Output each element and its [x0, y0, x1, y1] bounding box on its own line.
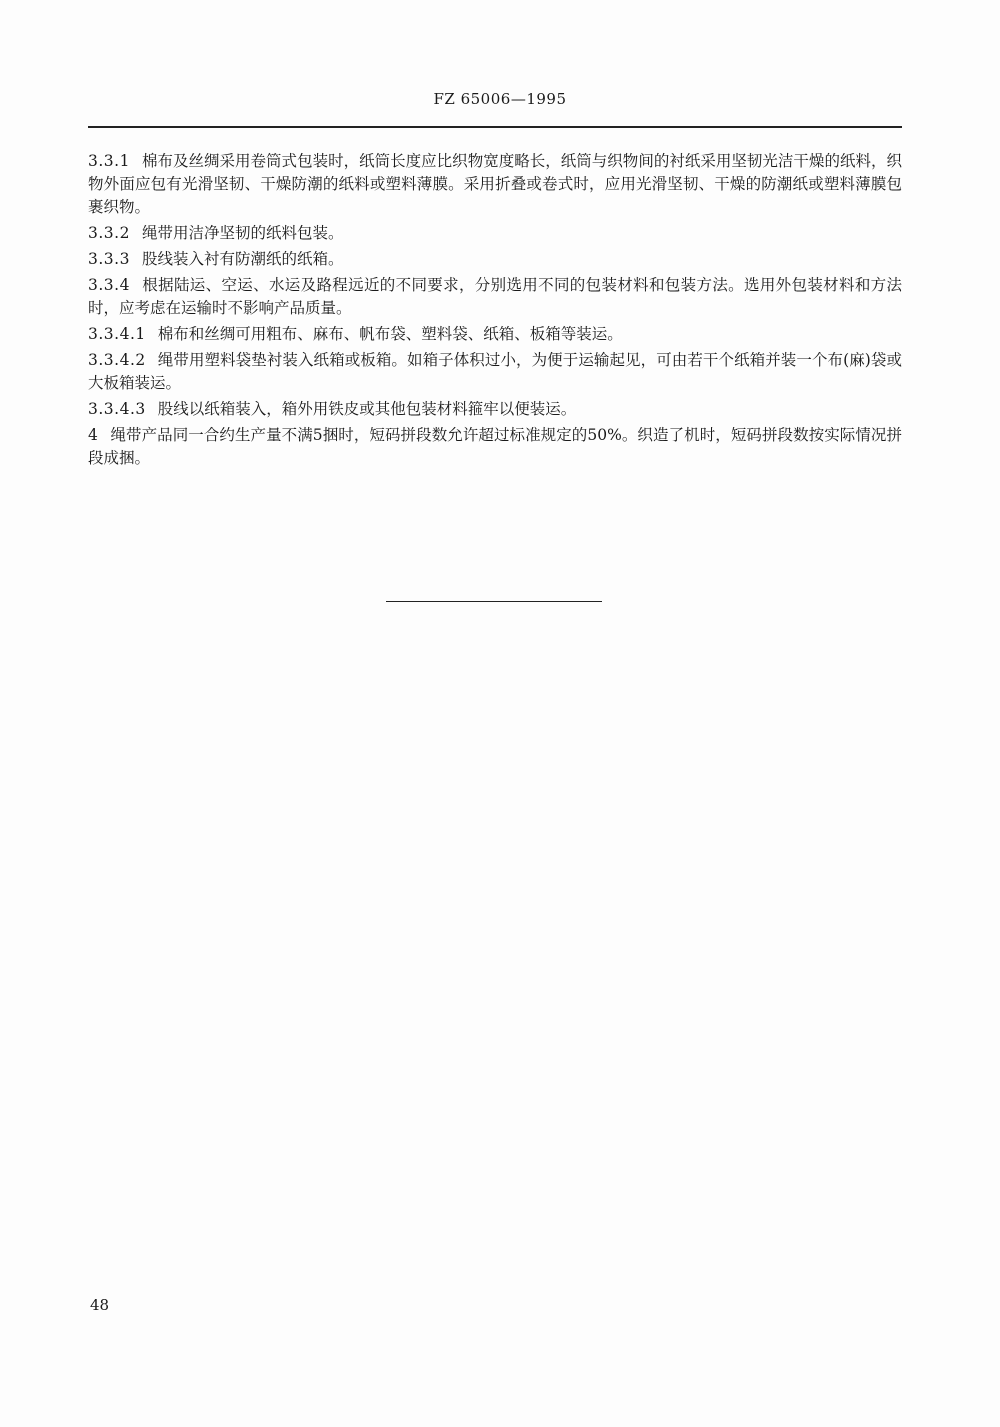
section-text: 绳带用洁净坚韧的纸料包装。	[141, 224, 344, 242]
document-body	[88, 150, 902, 473]
section-3-3-4-1	[88, 323, 902, 346]
header-rule	[88, 126, 902, 128]
section-text: 根据陆运、空运、水运及路程远近的不同要求，分别选用不同的包装材料和包装方法。选用外包装材料和方法时，应考虑在运输时不影响产品质量。	[88, 276, 902, 317]
section-4	[88, 424, 902, 470]
section-3-3-1	[88, 150, 902, 219]
section-3-3-4-2	[88, 349, 902, 395]
section-text: 股线装入衬有防潮纸的纸箱。	[141, 250, 344, 268]
section-number: 3.3.4.2	[88, 351, 146, 369]
section-number: 3.3.1	[88, 152, 130, 170]
section-number: 3.3.4.3	[88, 400, 146, 418]
section-3-3-4-3	[88, 398, 902, 421]
end-of-document-rule	[386, 601, 602, 602]
section-3-3-4	[88, 274, 902, 320]
section-text: 绳带产品同一合约生产量不满5捆时，短码拼段数允许超过标准规定的50%。织造了机时，短码拼段数按实际情况拼段成捆。	[88, 426, 902, 467]
section-number: 3.3.4	[88, 276, 130, 294]
section-number: 3.3.2	[88, 224, 130, 242]
section-text: 股线以纸箱装入，箱外用铁皮或其他包装材料箍牢以便装运。	[157, 400, 577, 418]
section-3-3-3	[88, 248, 902, 271]
section-text: 棉布和丝绸可用粗布、麻布、帆布袋、塑料袋、纸箱、板箱等装运。	[157, 325, 623, 343]
section-3-3-2	[88, 222, 902, 245]
section-number: 4	[88, 426, 99, 444]
section-number: 3.3.4.1	[88, 325, 146, 343]
section-number: 3.3.3	[88, 250, 130, 268]
section-text: 棉布及丝绸采用卷筒式包装时，纸筒长度应比织物宽度略长，纸筒与织物间的衬纸采用坚韧光洁干燥的纸料，织物外面应包有光滑坚韧、干燥防潮的纸料或塑料薄膜。采用折叠或卷式时，应用光滑坚韧、干燥的防潮纸或塑料薄膜包裹织物。	[88, 152, 902, 216]
standard-code-header: FZ 65006—1995	[433, 90, 567, 108]
page-number: 48	[90, 1296, 110, 1314]
section-text: 绳带用塑料袋垫衬装入纸箱或板箱。如箱子体积过小，为便于运输起见，可由若干个纸箱并装一个布(麻)袋或大板箱装运。	[88, 351, 902, 392]
